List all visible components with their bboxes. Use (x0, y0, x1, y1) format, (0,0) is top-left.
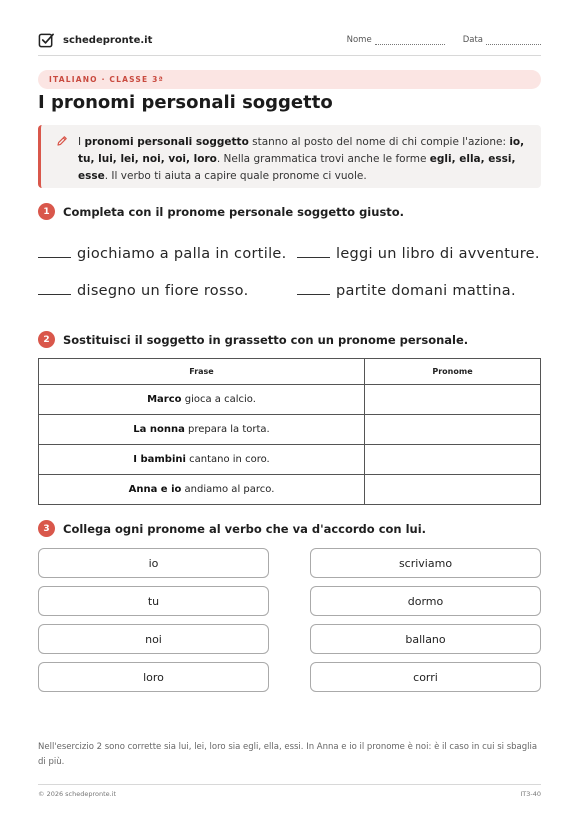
fill-item-text: partite domani mattina. (336, 283, 516, 299)
sheet-code: IT3-40 (520, 790, 541, 798)
info-text-bold: egli, ella, essi, esse (78, 153, 516, 182)
column-header-pronome: Pronome (365, 359, 541, 385)
answer-blank[interactable] (38, 257, 71, 258)
info-box (38, 125, 541, 188)
table-header-row (39, 359, 541, 385)
exercise-1-number: 1 (38, 203, 55, 220)
student-fields (347, 35, 541, 45)
info-text-segment: stanno al posto del nome di chi compie l'azione: (248, 136, 510, 148)
date-field[interactable] (463, 35, 541, 45)
exercise-2-heading (38, 331, 468, 348)
answer-blank[interactable] (38, 294, 71, 295)
sentence-cell (39, 415, 365, 445)
exercise-3-number: 3 (38, 520, 55, 537)
column-header-frase: Frase (39, 359, 365, 385)
sentence-cell (39, 385, 365, 415)
name-label: Nome (346, 35, 372, 45)
exercise-3-heading (38, 520, 426, 537)
subject-bold: Marco (147, 394, 182, 405)
sentence-cell (39, 445, 365, 475)
exercise-3-instruction: Collega ogni pronome al verbo che va d'accordo con lui. (63, 521, 427, 536)
table-row (39, 415, 541, 445)
page-title: I pronomi personali soggetto (38, 92, 333, 113)
pronoun-answer-cell[interactable] (365, 445, 541, 475)
brand (38, 32, 152, 49)
pronoun-box[interactable]: tu (38, 586, 269, 616)
teacher-note: Nell'esercizio 2 sono corrette sia lui, lei, loro sia egli, ella, essi. In Anna e io il pronome è noi: è il caso in cui si sbaglia di più. (38, 742, 538, 767)
fill-item (38, 283, 249, 299)
info-text-bold: io, tu, lui, lei, noi, voi, loro (78, 136, 525, 165)
pronoun-answer-cell[interactable] (365, 415, 541, 445)
pronoun-answer-cell[interactable] (365, 475, 541, 505)
name-blank[interactable] (375, 37, 445, 45)
exercise-2-number: 2 (38, 331, 55, 348)
fill-item (38, 246, 287, 262)
sentence-rest: gioca a calcio. (181, 394, 256, 405)
exercise-1-heading (38, 203, 404, 220)
info-text (78, 134, 529, 185)
subject-bold: La nonna (133, 424, 185, 435)
sentence-rest: cantano in coro. (185, 454, 270, 465)
fill-item-text: disegno un fiore rosso. (77, 283, 249, 299)
fill-item (297, 246, 540, 262)
subject-bold: Anna e io (128, 484, 182, 495)
sentence-cell (39, 475, 365, 505)
fill-item-text: leggi un libro di avventure. (336, 246, 540, 262)
sentence-rest: prepara la torta. (184, 424, 270, 435)
copyright: © 2026 schedepronte.it (38, 790, 117, 798)
page-header (38, 30, 541, 50)
footer-divider (38, 784, 541, 785)
brand-name: schedepronte.it (63, 34, 153, 46)
date-label: Data (462, 35, 483, 45)
substitution-table (38, 358, 541, 505)
pronoun-box[interactable]: noi (38, 624, 269, 654)
verb-box[interactable]: dormo (310, 586, 541, 616)
verb-box[interactable]: scriviamo (310, 548, 541, 578)
info-text-bold: pronomi personali soggetto (84, 136, 249, 148)
answer-blank[interactable] (297, 294, 330, 295)
category-pill: ITALIANO · CLASSE 3ª (38, 70, 541, 89)
exercise-1-instruction: Completa con il pronome personale soggetto giusto. (63, 204, 405, 219)
fill-item-text: giochiamo a palla in cortile. (77, 246, 287, 262)
info-text-segment: . Nella grammatica trovi anche le forme (216, 153, 430, 165)
page-footer (38, 790, 541, 798)
subject-bold: I bambini (133, 454, 186, 465)
info-text-segment: . Il verbo ti aiuta a capire quale pronome ci vuole. (104, 170, 367, 182)
table-row (39, 385, 541, 415)
checkbox-icon (38, 32, 55, 49)
pronoun-box[interactable]: loro (38, 662, 269, 692)
fill-item (297, 283, 516, 299)
exercise-2-instruction: Sostituisci il soggetto in grassetto con un pronome personale. (63, 332, 469, 347)
pronoun-box[interactable]: io (38, 548, 269, 578)
verb-box[interactable]: ballano (310, 624, 541, 654)
table-row (39, 475, 541, 505)
info-text-segment: I (78, 136, 85, 148)
pronoun-answer-cell[interactable] (365, 385, 541, 415)
verb-box[interactable]: corri (310, 662, 541, 692)
answer-blank[interactable] (297, 257, 330, 258)
header-divider (38, 55, 541, 56)
sentence-rest: andiamo al parco. (181, 484, 275, 495)
name-field[interactable] (347, 35, 445, 45)
pencil-icon (56, 135, 68, 147)
date-blank[interactable] (486, 37, 541, 45)
table-row (39, 445, 541, 475)
